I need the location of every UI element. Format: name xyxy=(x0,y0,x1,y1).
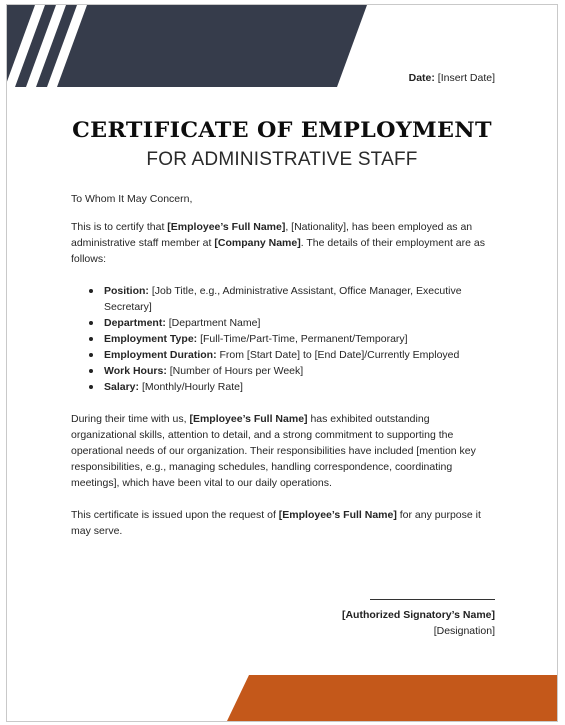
duties-text-2: has exhibited outstanding organizational skills, attention to detail, and a strong commitment to supporting the operational needs of our organization. Their responsibilities have included [mention key responsibilities, e.g., managing schedules, handling correspondence, coordinating meetings], which have been vital to our daily operations. xyxy=(71,413,476,489)
detail-employment-duration xyxy=(85,347,495,363)
bottom-decorative-banner xyxy=(227,675,557,721)
date-label: Date: xyxy=(408,72,435,84)
banner-orange-shape xyxy=(227,675,557,721)
detail-value: [Monthly/Hourly Rate] xyxy=(139,381,243,393)
employee-name-placeholder: [Employee’s Full Name] xyxy=(167,221,286,233)
date-value: [Insert Date] xyxy=(434,72,495,84)
detail-value: [Full-Time/Part-Time, Permanent/Temporary] xyxy=(197,333,408,345)
detail-label: Position: xyxy=(104,285,149,297)
detail-salary xyxy=(85,379,495,395)
detail-work-hours xyxy=(85,363,495,379)
closing-paragraph xyxy=(71,507,495,539)
signatory-name: [Authorized Signatory’s Name] xyxy=(341,609,495,621)
duties-paragraph xyxy=(71,411,495,491)
company-name-placeholder: [Company Name] xyxy=(214,237,301,249)
detail-value: [Department Name] xyxy=(165,317,261,329)
detail-label: Department: xyxy=(104,317,166,329)
closing-text-2: for any purpose it may serve. xyxy=(71,509,481,537)
detail-position xyxy=(85,283,495,315)
detail-value: From [Start Date] to [End Date]/Currently Employed xyxy=(216,349,460,361)
intro-paragraph xyxy=(71,219,495,267)
top-decorative-banner xyxy=(7,5,377,87)
detail-label: Salary: xyxy=(104,381,140,393)
certificate-title: CERTIFICATE OF EMPLOYMENT xyxy=(72,117,492,142)
salutation: To Whom It May Concern, xyxy=(71,193,193,205)
intro-text-1: This is to certify that xyxy=(71,221,168,233)
certificate-subtitle: FOR ADMINISTRATIVE STAFF xyxy=(146,149,418,170)
signature-line xyxy=(370,599,495,600)
intro-text-3: . The details of their employment are as follows: xyxy=(71,237,485,265)
detail-label: Employment Duration: xyxy=(104,349,217,361)
duties-text-1: During their time with us, xyxy=(71,413,190,425)
employee-name-placeholder: [Employee’s Full Name] xyxy=(189,413,308,425)
employment-details-list xyxy=(85,283,495,395)
signatory-designation: [Designation] xyxy=(433,625,495,637)
detail-value: [Number of Hours per Week] xyxy=(166,365,304,377)
employee-name-placeholder: [Employee’s Full Name] xyxy=(278,509,397,521)
closing-text-1: This certificate is issued upon the request of xyxy=(71,509,279,521)
detail-label: Work Hours: xyxy=(104,365,167,377)
date-line xyxy=(409,72,495,84)
detail-employment-type xyxy=(85,331,495,347)
certificate-page xyxy=(6,4,558,722)
detail-department xyxy=(85,315,495,331)
intro-text-2: , [Nationality], has been employed as an administrative staff member at xyxy=(71,221,473,249)
detail-value: [Job Title, e.g., Administrative Assistant, Office Manager, Executive Secretary] xyxy=(104,285,462,313)
detail-label: Employment Type: xyxy=(104,333,198,345)
